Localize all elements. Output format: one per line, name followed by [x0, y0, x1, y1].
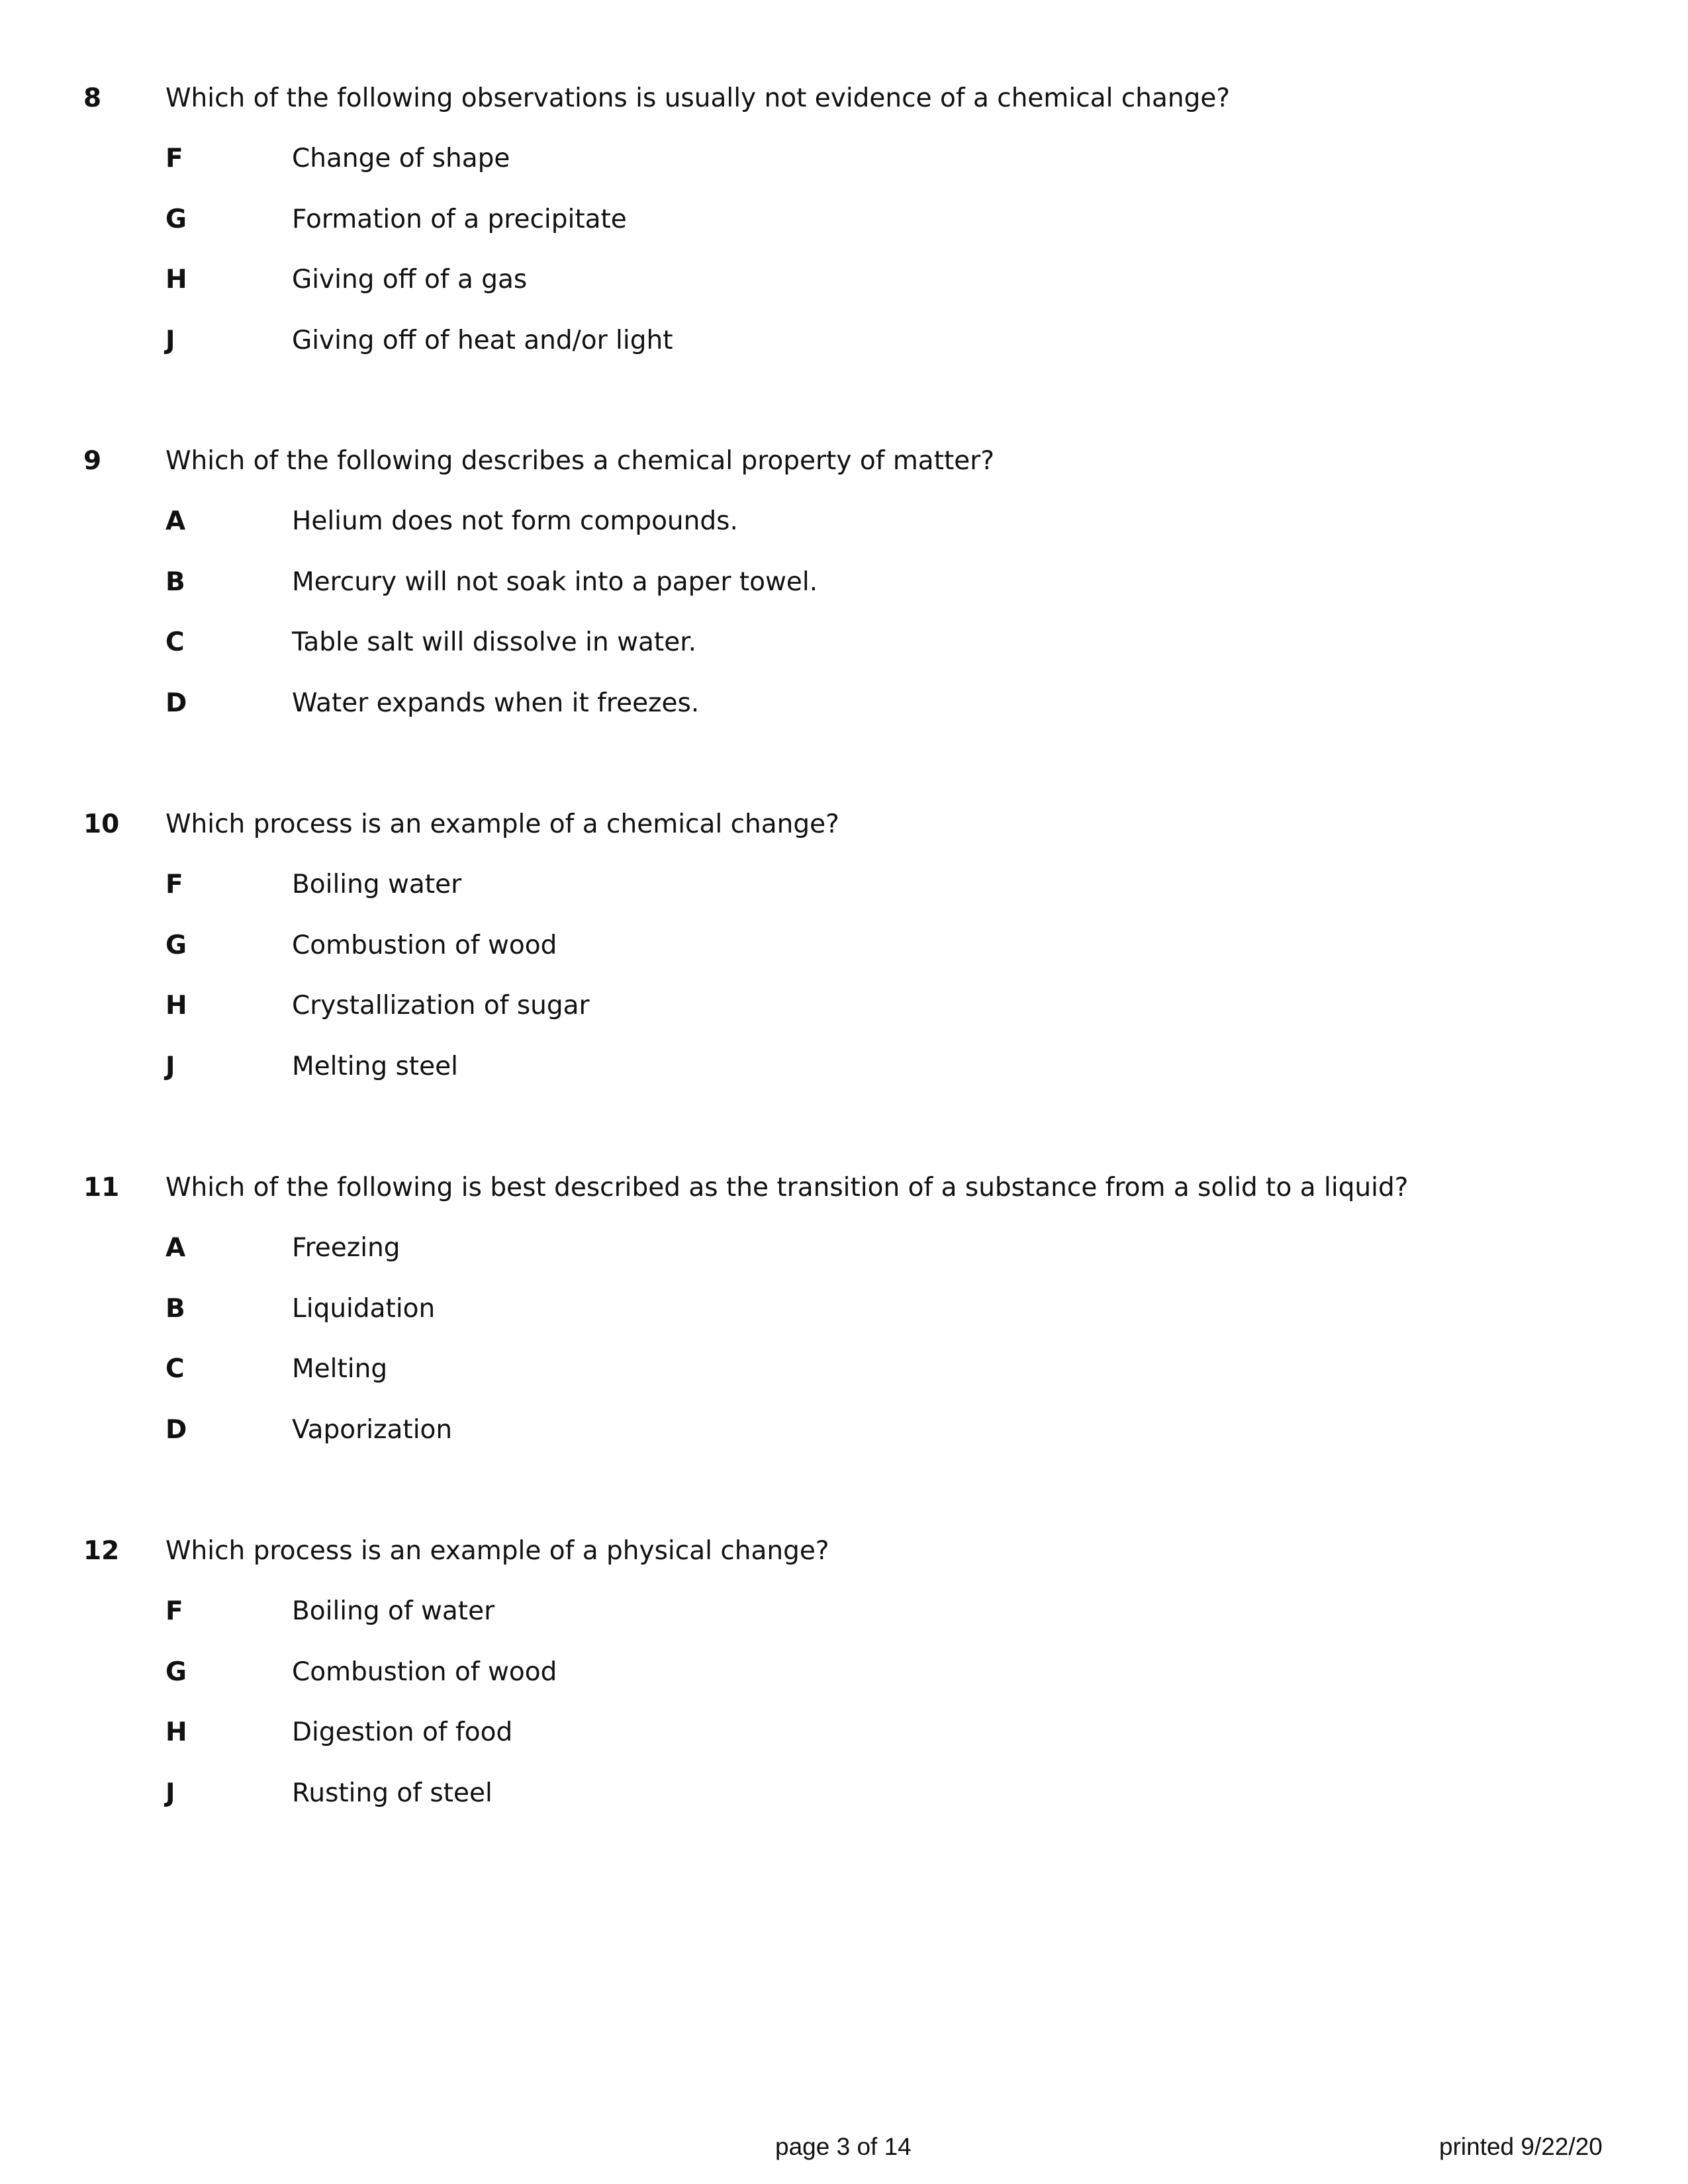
- choice-letter: G: [165, 930, 187, 960]
- choice-letter: C: [165, 1354, 185, 1384]
- choice-text: Vaporization: [292, 1414, 453, 1445]
- choice-text: Boiling of water: [292, 1596, 495, 1626]
- choice-text: Digestion of food: [292, 1717, 513, 1747]
- question-text: Which process is an example of a chemical change?: [165, 809, 839, 839]
- answer-choice: [0, 687, 1688, 748]
- answer-choice: [0, 1353, 1688, 1414]
- question-text: Which of the following observations is usually not evidence of a chemical change?: [165, 83, 1231, 113]
- choice-letter: A: [165, 1233, 186, 1263]
- choice-letter: H: [165, 1717, 187, 1747]
- choice-text: Melting: [292, 1354, 388, 1384]
- answer-choice: [0, 142, 1688, 203]
- answer-choice: [0, 929, 1688, 990]
- choice-letter: F: [165, 144, 183, 173]
- choice-text: Change of shape: [292, 144, 510, 173]
- answer-choice: [0, 1232, 1688, 1293]
- answer-choice: [0, 989, 1688, 1050]
- choice-letter: B: [165, 1293, 185, 1324]
- choice-text: Crystallization of sugar: [292, 991, 590, 1021]
- choice-text: Mercury will not soak into a paper towel.: [292, 567, 818, 597]
- choice-letter: F: [165, 1596, 183, 1626]
- answer-choice: [0, 263, 1688, 324]
- answer-choice: [0, 324, 1688, 385]
- choice-letter: H: [165, 991, 187, 1021]
- choice-letter: A: [165, 506, 186, 536]
- question-text: Which process is an example of a physical change?: [165, 1536, 829, 1566]
- answer-choice: [0, 505, 1688, 566]
- answer-choice: [0, 1777, 1688, 1838]
- answer-choices: [0, 1595, 1688, 1837]
- choice-text: Rusting of steel: [292, 1778, 492, 1808]
- choice-text: Helium does not form compounds.: [292, 506, 738, 536]
- question-number: 10: [83, 809, 120, 839]
- question-number: 8: [83, 83, 102, 113]
- answer-choices: [0, 868, 1688, 1111]
- answer-choice: [0, 868, 1688, 929]
- choice-text: Formation of a precipitate: [292, 204, 627, 234]
- choice-letter: G: [165, 1657, 187, 1687]
- choice-text: Giving off of heat and/or light: [292, 325, 673, 355]
- choice-text: Giving off of a gas: [292, 265, 528, 295]
- choice-letter: G: [165, 204, 187, 234]
- choice-letter: D: [165, 1414, 187, 1445]
- answer-choices: [0, 1232, 1688, 1474]
- answer-choice: [0, 566, 1688, 627]
- choice-text: Combustion of wood: [292, 930, 557, 960]
- answer-choices: [0, 505, 1688, 747]
- choice-text: Freezing: [292, 1233, 400, 1263]
- answer-choices: [0, 142, 1688, 385]
- choice-letter: H: [165, 265, 187, 295]
- choice-letter: F: [165, 870, 183, 899]
- answer-choice: [0, 1050, 1688, 1111]
- choice-text: Water expands when it freezes.: [292, 688, 700, 718]
- choice-text: Melting steel: [292, 1051, 458, 1081]
- choice-letter: J: [165, 325, 175, 355]
- choice-text: Liquidation: [292, 1293, 436, 1324]
- answer-choice: [0, 1656, 1688, 1717]
- answer-choice: [0, 626, 1688, 687]
- choice-letter: J: [165, 1778, 175, 1808]
- choice-letter: B: [165, 567, 185, 597]
- choice-text: Combustion of wood: [292, 1657, 557, 1687]
- answer-choice: [0, 1716, 1688, 1777]
- choice-text: Boiling water: [292, 870, 462, 899]
- answer-choice: [0, 1414, 1688, 1475]
- answer-choice: [0, 1595, 1688, 1656]
- choice-letter: D: [165, 688, 187, 718]
- question-text: Which of the following describes a chemical property of matter?: [165, 446, 995, 476]
- choice-letter: C: [165, 627, 185, 657]
- choice-letter: J: [165, 1051, 175, 1081]
- answer-choice: [0, 203, 1688, 264]
- question-number: 12: [83, 1536, 120, 1566]
- question-number: 9: [83, 446, 102, 476]
- page-number: page 3 of 14: [775, 2133, 912, 2160]
- question-text: Which of the following is best described as the transition of a substance from a solid to a liquid?: [165, 1173, 1409, 1203]
- question-number: 11: [83, 1173, 120, 1203]
- answer-choice: [0, 1293, 1688, 1353]
- printed-date: printed 9/22/20: [1439, 2133, 1603, 2160]
- choice-text: Table salt will dissolve in water.: [292, 627, 697, 657]
